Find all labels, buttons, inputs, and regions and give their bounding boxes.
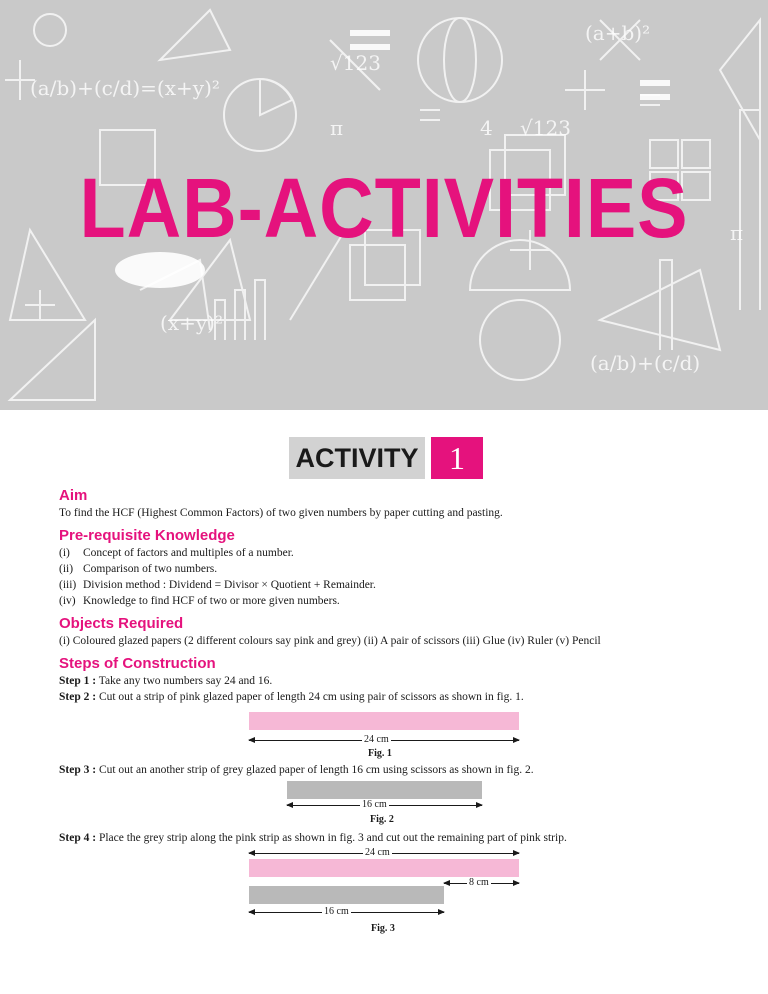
aim-text: To find the HCF (Highest Common Factors) of two given numbers by paper cutting and pasting. [59,507,503,519]
prereq-heading: Pre-requisite Knowledge [59,527,235,544]
objects-text: (i) Coloured glazed papers (2 different colours say pink and grey) (ii) A pair of scissors (iii) Glue (iv) Ruler (v) Pencil [59,635,601,647]
list-item-number: (i) [59,547,70,559]
arrow-right-icon [513,880,520,886]
steps-heading: Steps of Construction [59,655,216,672]
activity-content [59,486,719,705]
step-1-label: Step 1 : [59,675,97,687]
step-3 [59,762,739,778]
svg-text:√123: √123 [330,51,381,75]
step-4-text: Place the grey strip along the pink strip as shown in fig. 3 and cut out the remaining part of pink strip. [96,832,567,844]
list-item-text: Concept of factors and multiples of a number. [83,547,294,559]
fig2-caption: Fig. 2 [370,814,394,825]
fig2-dimension-label: 16 cm [362,799,387,810]
fig2-grey-strip [287,781,482,799]
list-item-number: (ii) [59,563,74,575]
fig1-caption: Fig. 1 [368,748,392,759]
header-banner [0,0,768,410]
fig3-bottom-dimension-label: 16 cm [324,906,349,917]
fig1-pink-strip [249,712,519,730]
aim-heading: Aim [59,487,88,504]
activity-number: 1 [431,437,483,479]
list-item [59,593,719,609]
fig3-top-dimension-label: 24 cm [365,847,390,858]
step-4-label: Step 4 : [59,832,97,844]
step-2-text: Cut out a strip of pink glazed paper of length 24 cm using pair of scissors as shown in fig. 1. [96,691,524,703]
list-item-text: Comparison of two numbers. [83,563,218,575]
step-3-text: Cut out an another strip of grey glazed paper of length 16 cm using scissors as shown in fig. 2. [96,764,534,776]
arrow-right-icon [513,737,520,743]
step-2 [59,689,719,705]
fig3-grey-strip [249,886,444,904]
activity-badge [289,437,483,479]
activity-label: ACTIVITY [289,437,425,479]
list-item-text: Division method : Dividend = Divisor × Quotient + Remainder. [83,579,376,591]
svg-text:π: π [330,116,344,140]
list-item-number: (iv) [59,595,76,607]
objects-heading: Objects Required [59,615,184,632]
svg-text:(a/b)+(c/d): (a/b)+(c/d) [590,351,701,375]
fig3-right-dimension-label: 8 cm [469,877,489,888]
step-1-text: Take any two numbers say 24 and 16. [96,675,273,687]
arrow-left-icon [248,909,255,915]
svg-text:√123: √123 [520,116,571,140]
arrow-left-icon [248,737,255,743]
arrow-right-icon [438,909,445,915]
fig3-pink-strip [249,859,519,877]
svg-text:(a/b)+(c/d)=(x+y)²: (a/b)+(c/d)=(x+y)² [30,76,220,100]
arrow-right-icon [476,802,483,808]
arrow-right-icon [513,850,520,856]
page-title: LAB-ACTIVITIES [79,161,689,255]
list-item [59,577,719,593]
fig3-caption: Fig. 3 [371,923,395,934]
svg-text:(a+b)²: (a+b)² [585,21,651,45]
list-item-number: (iii) [59,579,77,591]
step-3-label: Step 3 : [59,764,97,776]
list-item [59,561,719,577]
list-item-text: Knowledge to find HCF of two or more given numbers. [83,595,340,607]
step-2-label: Step 2 : [59,691,97,703]
fig1-dimension-label: 24 cm [364,734,389,745]
svg-text:π: π [730,221,744,245]
svg-text:4: 4 [480,116,493,140]
step-1 [59,673,719,689]
list-item [59,545,719,561]
arrow-left-icon [248,850,255,856]
step-4 [59,830,749,846]
arrow-left-icon [286,802,293,808]
arrow-left-icon [443,880,450,886]
svg-text:(x+y)²: (x+y)² [160,311,223,335]
